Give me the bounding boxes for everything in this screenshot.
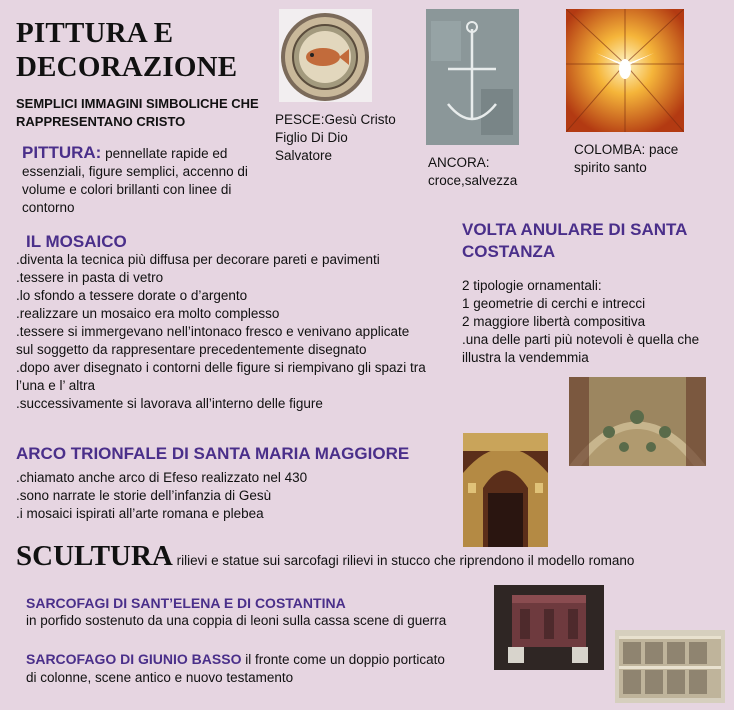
- arco-text: .chiamato anche arco di Efeso realizzato nel 430 .sono narrate le storie dell’infanzia di Gesù .i mosaici ispirati all’arte romana e plebea: [16, 470, 308, 521]
- anchor-caption: ANCORA: croce,salvezza: [428, 155, 518, 188]
- mosaico-heading: IL MOSAICO: [26, 232, 127, 251]
- fish-mosaic-image: [279, 9, 372, 102]
- sarcofago-giunio-text: il fronte come un doppio porticato di colonne, scene antico e nuovo testamento: [26, 652, 445, 685]
- volta-text: 2 tipologie ornamentali: 1 geometrie di cerchi e intrecci 2 maggiore libertà compositiva .una delle parti più notevoli è quella che illustra la vendemmia: [462, 278, 700, 365]
- sarcofago-giunio-heading: SARCOFAGO DI GIUNIO BASSO: [26, 651, 242, 667]
- fish-caption: PESCE:Gesù Cristo Figlio Di Dio Salvatore: [275, 112, 396, 163]
- sarcofago-elena-text: in porfido sostenuto da una coppia di leoni sulla cassa scene di guerra: [26, 613, 447, 628]
- scultura-heading: SCULTURA: [16, 540, 173, 572]
- pittura-text: pennellate rapide ed essenziali, figure semplici, accenno di volume e colori brillanti con linee di contorno: [22, 146, 248, 215]
- dove-caption: COLOMBA: pace spirito santo: [574, 142, 679, 175]
- arco-heading: ARCO TRIONFALE DI SANTA MARIA MAGGIORE: [16, 444, 410, 463]
- santa-maria-maggiore-arch-image: [463, 433, 548, 547]
- pittura-heading: PITTURA:: [22, 143, 102, 162]
- scultura-text: rilievi e statue sui sarcofagi rilievi in stucco che riprendono il modello romano: [172, 553, 635, 568]
- sarcofago-giunio-section: [26, 650, 446, 687]
- page-title: PITTURA E DECORAZIONE: [16, 17, 238, 83]
- santa-costanza-vault-image: [569, 377, 706, 466]
- pittura-section: [22, 144, 252, 217]
- mosaico-text: .diventa la tecnica più diffusa per decorare pareti e pavimenti .tessere in pasta di vetro .lo sfondo a tessere dorate o d’argento .realizzare un mosaico era molto complesso .tessere si immergevano nell’intonaco fresco e venivano applicate sul soggetto da rappresentare precedentemente disegnato .dopo aver disegnato i contorni delle figure si riempivano gli spazi tra l’una e l’ altra .successivamente si lavorava all’interno delle figure: [16, 252, 426, 411]
- anchor-carving-image: [426, 9, 519, 145]
- page-subtitle: SEMPLICI IMMAGINI SIMBOLICHE CHE RAPPRESENTANO CRISTO: [16, 96, 259, 129]
- sarcofago-elena-heading: SARCOFAGI DI SANT’ELENA E DI COSTANTINA: [26, 595, 346, 611]
- scultura-section: [16, 540, 634, 573]
- volta-heading: VOLTA ANULARE DI SANTA COSTANZA: [462, 220, 687, 261]
- porphyry-sarcophagus-image: [494, 585, 604, 670]
- giunio-basso-sarcophagus-image: [615, 630, 725, 703]
- dove-window-image: [566, 9, 684, 132]
